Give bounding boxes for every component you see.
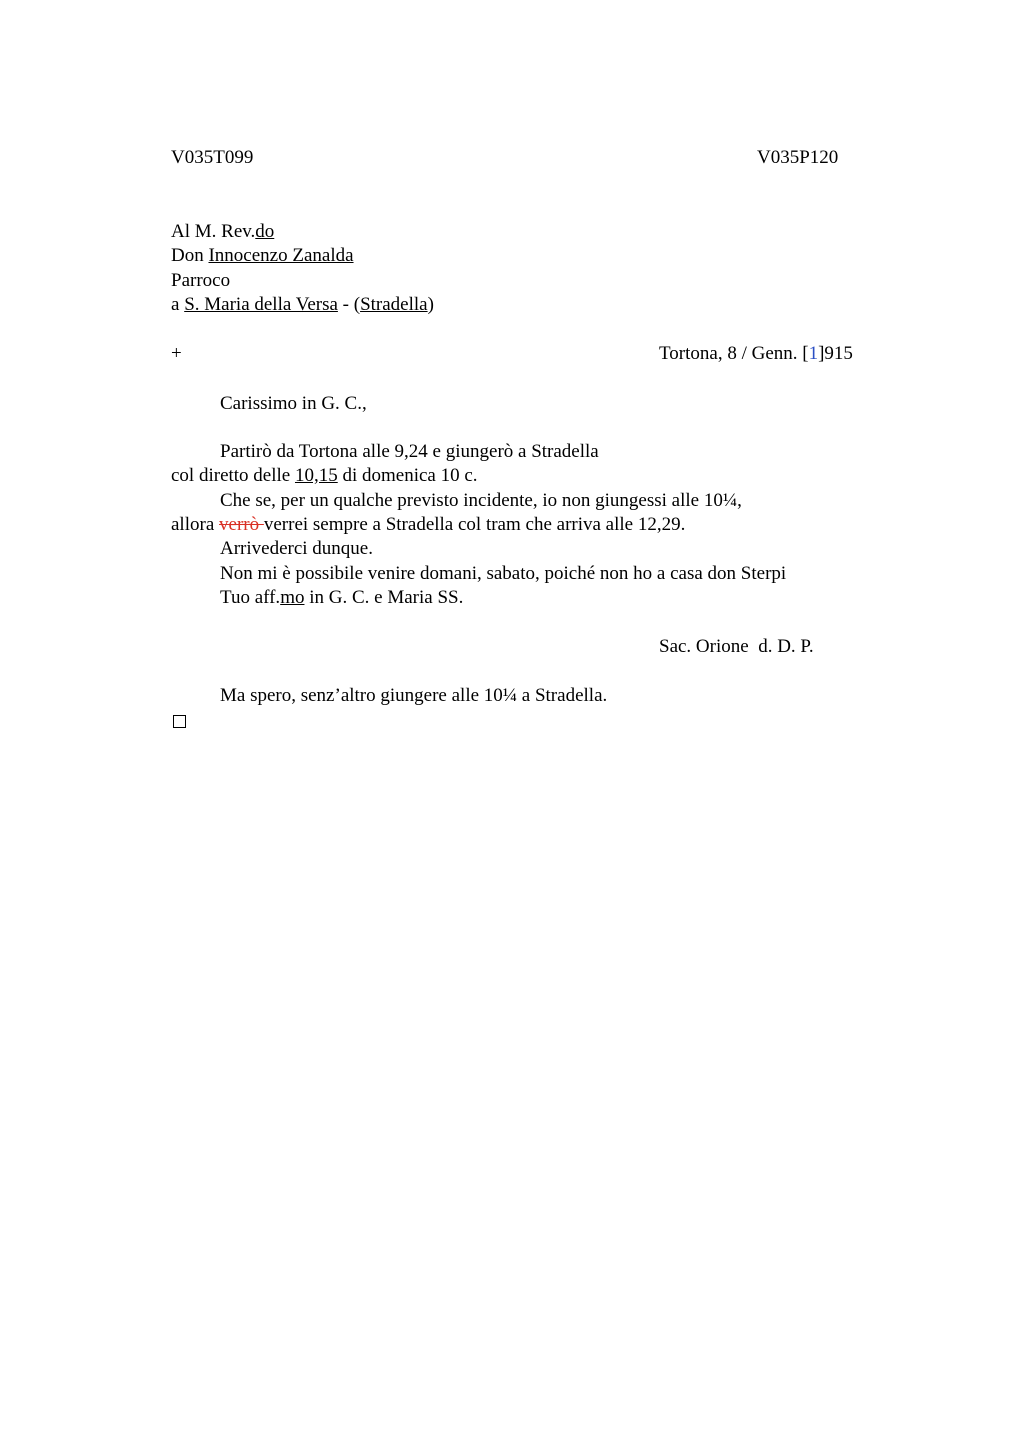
address-close-paren: ) bbox=[427, 294, 434, 315]
body-p1-line-2-prefix: col diretto delle bbox=[171, 465, 295, 486]
train-time: 10,15 bbox=[294, 465, 338, 486]
place-date-bracket-digit: 1 bbox=[808, 343, 819, 364]
greeting: Carissimo in G. C., bbox=[220, 393, 367, 414]
address-title-abbrev: do bbox=[255, 221, 275, 242]
address-separator: - ( bbox=[337, 294, 361, 315]
closing-prefix: Tuo aff. bbox=[220, 587, 281, 608]
address-title: Al M. Rev. bbox=[171, 221, 256, 242]
signature: Sac. Orione d. D. P. bbox=[659, 636, 814, 657]
address-line-3: Parroco bbox=[171, 270, 231, 291]
place-date-prefix: Tortona, 8 / Genn. [ bbox=[659, 343, 809, 364]
body-p1-line-1: Partirò da Tortona alle 9,24 e giungerò a Stradella bbox=[220, 441, 599, 462]
address-a: a bbox=[171, 294, 185, 315]
body-p2-line-2 bbox=[171, 514, 685, 536]
address-line-1 bbox=[171, 221, 274, 243]
addressee-name: Innocenzo Zanalda bbox=[208, 245, 354, 266]
body-p2-line-2-suffix: verrei sempre a Stradella col tram che arriva alle 12,29. bbox=[263, 514, 686, 535]
body-p2-line-1: Che se, per un qualche previsto incidente, io non giungessi alle 10¼, bbox=[220, 490, 742, 511]
document-code-right: V035P120 bbox=[757, 147, 839, 168]
body-p1-line-2 bbox=[171, 465, 478, 487]
cross-mark: + bbox=[171, 343, 182, 364]
body-p2-line-2-prefix: allora bbox=[171, 514, 220, 535]
address-line-4 bbox=[171, 294, 434, 316]
struck-word: verrò bbox=[219, 514, 264, 535]
body-p4: Non mi è possibile venire domani, sabato, poiché non ho a casa don Sterpi bbox=[220, 563, 787, 584]
document-code-left: V035T099 bbox=[171, 147, 254, 168]
closing-suffix: in G. C. e Maria SS. bbox=[304, 587, 464, 608]
square-icon bbox=[173, 715, 186, 728]
postscript: Ma spero, senz’altro giungere alle 10¼ a Stradella. bbox=[220, 685, 608, 706]
closing-abbrev: mo bbox=[280, 587, 305, 608]
address-line-2 bbox=[171, 245, 354, 267]
address-town: Stradella bbox=[360, 294, 428, 315]
place-date-suffix: ]915 bbox=[818, 343, 853, 364]
place-date bbox=[659, 343, 853, 365]
address-parish: S. Maria della Versa bbox=[184, 294, 338, 315]
end-box-icon bbox=[173, 712, 186, 734]
body-p3: Arrivederci dunque. bbox=[220, 538, 373, 559]
closing-line bbox=[220, 587, 463, 609]
body-p1-line-2-suffix: di domenica 10 c. bbox=[337, 465, 478, 486]
address-don: Don bbox=[171, 245, 209, 266]
